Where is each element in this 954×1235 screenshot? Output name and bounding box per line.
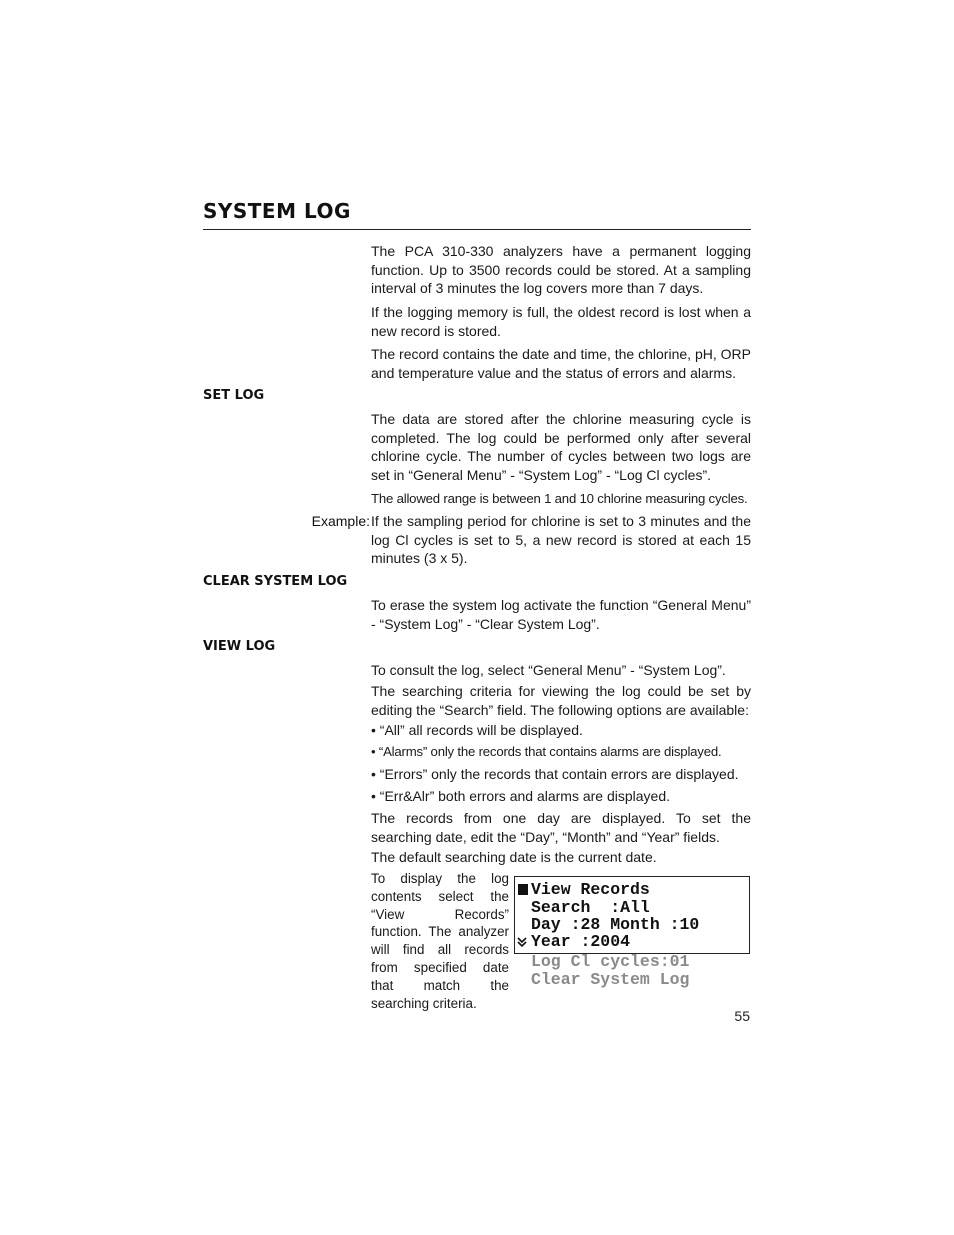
selection-cursor-icon — [518, 884, 528, 895]
example-label: Example: — [311, 513, 370, 529]
view-log-paragraph-2: The searching criteria for viewing the log could be set by editing the “Search” field. The following options are available: — [371, 683, 751, 718]
clear-log-text: To erase the system log activate the function “General Menu” - “System Log” - “Clear System Log”. — [371, 597, 751, 632]
set-log-paragraph-2: The allowed range is between 1 and 10 chlorine measuring cycles. — [371, 491, 748, 506]
bullet-alarms: • “Alarms” only the records that contains alarms are displayed. — [371, 744, 722, 759]
clear-log-heading: CLEAR SYSTEM LOG — [203, 574, 348, 589]
bullet-errors: • “Errors” only the records that contain errors are displayed. — [371, 766, 739, 782]
bullet-err-alr: • “Err&Alr” both errors and alarms are displayed. — [371, 788, 671, 804]
page-number: 55 — [734, 1008, 750, 1024]
view-log-heading: VIEW LOG — [203, 639, 276, 654]
lcd-menu-view-records: View Records — [531, 880, 650, 899]
lcd-menu-year: Year :2004 — [531, 932, 631, 951]
intro-paragraph-3: The record contains the date and time, the chlorine, pH, ORP and temperature value and the status of errors and alarms. — [371, 346, 751, 381]
example-text: If the sampling period for chlorine is set to 3 minutes and the log Cl cycles is set to 5, a new record is stored at each 15 minutes (3 x 5). — [371, 513, 751, 567]
title-divider — [203, 229, 751, 230]
bullet-all: • “All” all records will be displayed. — [371, 722, 583, 738]
lcd-menu-log-cl-cycles: Log Cl cycles:01 — [531, 952, 690, 971]
lcd-menu-clear-system-log: Clear System Log — [531, 970, 690, 989]
view-log-paragraph-1: To consult the log, select “General Menu” - “System Log”. — [371, 662, 726, 678]
view-records-description: To display the log contents select the “View Records” function. The analyzer will find all records from specified date that match the searching criteria. — [371, 871, 509, 1011]
lcd-menu-search: Search :All — [531, 898, 650, 917]
intro-paragraph-2: If the logging memory is full, the oldest record is lost when a new record is stored. — [371, 304, 751, 339]
lcd-menu-day-month: Day :28 Month :10 — [531, 915, 700, 934]
intro-paragraph-1: The PCA 310-330 analyzers have a permanent logging function. Up to 3500 records could be stored. At a sampling interval of 3 minutes the log covers more than 7 days. — [371, 243, 751, 297]
page-title: SYSTEM LOG — [203, 199, 351, 223]
set-log-paragraph-1: The data are stored after the chlorine measuring cycle is completed. The log could be performed only after several chlorine cycle. The number of cycles between two logs are set in “General Menu” - “System Log” - “Log Cl cycles”. — [371, 411, 751, 483]
set-log-heading: SET LOG — [203, 388, 265, 403]
scroll-down-icon — [516, 936, 528, 948]
view-log-paragraph-4: The default searching date is the current date. — [371, 849, 657, 865]
view-log-paragraph-3: The records from one day are displayed. To set the searching date, edit the “Day”, “Month” and “Year” fields. — [371, 810, 751, 845]
